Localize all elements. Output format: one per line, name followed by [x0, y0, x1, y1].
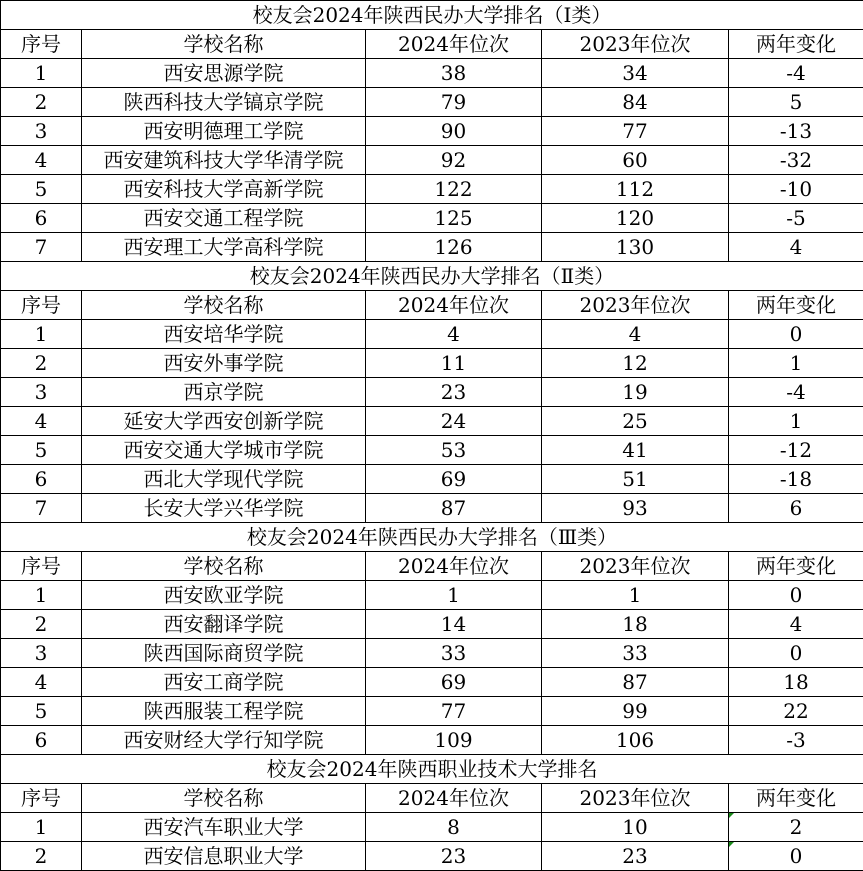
table-row	[1, 320, 863, 349]
section-title-row	[1, 755, 863, 784]
rank-2023-cell: 120	[542, 204, 729, 233]
school-name-cell: 陕西服装工程学院	[82, 697, 366, 726]
rank-cell: 3	[1, 639, 82, 668]
school-name-cell: 西北大学现代学院	[82, 465, 366, 494]
rank-2024-cell: 53	[366, 436, 542, 465]
rank-2023-cell: 41	[542, 436, 729, 465]
school-name-cell: 西安信息职业大学	[82, 842, 366, 871]
rank-cell: 7	[1, 494, 82, 523]
change-cell: 0	[729, 842, 863, 871]
school-name-cell: 延安大学西安创新学院	[82, 407, 366, 436]
section-title: 校友会2024年陕西民办大学排名（Ⅲ类）	[1, 523, 863, 552]
rank-2024-cell: 33	[366, 639, 542, 668]
rank-cell: 2	[1, 610, 82, 639]
rank-2023-cell: 112	[542, 175, 729, 204]
rank-2023-cell: 60	[542, 146, 729, 175]
column-header: 2023年位次	[542, 784, 729, 813]
change-cell: 6	[729, 494, 863, 523]
rank-cell: 7	[1, 233, 82, 262]
change-cell: -5	[729, 204, 863, 233]
rank-cell: 2	[1, 349, 82, 378]
rank-2024-cell: 77	[366, 697, 542, 726]
rank-2024-cell: 90	[366, 117, 542, 146]
column-header: 两年变化	[729, 784, 863, 813]
rank-2024-cell: 69	[366, 465, 542, 494]
table-row	[1, 175, 863, 204]
rank-2023-cell: 33	[542, 639, 729, 668]
change-cell: 1	[729, 407, 863, 436]
rank-2024-cell: 24	[366, 407, 542, 436]
rank-cell: 4	[1, 146, 82, 175]
table-row	[1, 204, 863, 233]
table-row	[1, 639, 863, 668]
rank-cell: 2	[1, 842, 82, 871]
change-cell: 22	[729, 697, 863, 726]
table-row	[1, 233, 863, 262]
rank-2024-cell: 109	[366, 726, 542, 755]
change-cell: 0	[729, 639, 863, 668]
school-name-cell: 西安思源学院	[82, 59, 366, 88]
column-header: 2023年位次	[542, 291, 729, 320]
rank-cell: 5	[1, 436, 82, 465]
table-row	[1, 813, 863, 842]
rank-2023-cell: 130	[542, 233, 729, 262]
school-name-cell: 西安交通工程学院	[82, 204, 366, 233]
change-cell: 0	[729, 581, 863, 610]
change-cell: 5	[729, 88, 863, 117]
rank-2024-cell: 122	[366, 175, 542, 204]
change-cell: -32	[729, 146, 863, 175]
rank-cell: 6	[1, 726, 82, 755]
rank-2024-cell: 14	[366, 610, 542, 639]
rank-2023-cell: 23	[542, 842, 729, 871]
school-name-cell: 西安财经大学行知学院	[82, 726, 366, 755]
rank-cell: 5	[1, 175, 82, 204]
table-row	[1, 407, 863, 436]
change-cell: 2	[729, 813, 863, 842]
change-cell: -4	[729, 378, 863, 407]
rank-cell: 4	[1, 407, 82, 436]
column-header: 序号	[1, 552, 82, 581]
school-name-cell: 西安翻译学院	[82, 610, 366, 639]
rank-2024-cell: 8	[366, 813, 542, 842]
column-header-row	[1, 552, 863, 581]
rank-2023-cell: 87	[542, 668, 729, 697]
table-row	[1, 668, 863, 697]
table-row	[1, 581, 863, 610]
school-name-cell: 西安理工大学高科学院	[82, 233, 366, 262]
table-row	[1, 465, 863, 494]
section-title-row	[1, 523, 863, 552]
school-name-cell: 西安科技大学高新学院	[82, 175, 366, 204]
school-name-cell: 西安工商学院	[82, 668, 366, 697]
column-header: 序号	[1, 291, 82, 320]
section-title: 校友会2024年陕西民办大学排名（Ⅰ类）	[1, 1, 863, 30]
rank-2024-cell: 23	[366, 842, 542, 871]
rank-2024-cell: 1	[366, 581, 542, 610]
rank-cell: 1	[1, 581, 82, 610]
column-header: 序号	[1, 784, 82, 813]
change-cell: -10	[729, 175, 863, 204]
rank-cell: 6	[1, 204, 82, 233]
change-cell: 18	[729, 668, 863, 697]
school-name-cell: 西安培华学院	[82, 320, 366, 349]
table-row	[1, 436, 863, 465]
school-name-cell: 陕西科技大学镐京学院	[82, 88, 366, 117]
column-header-row	[1, 291, 863, 320]
rank-2023-cell: 51	[542, 465, 729, 494]
change-cell: 4	[729, 610, 863, 639]
table-row	[1, 59, 863, 88]
rank-2024-cell: 126	[366, 233, 542, 262]
rank-2023-cell: 19	[542, 378, 729, 407]
table-row	[1, 117, 863, 146]
rank-2023-cell: 1	[542, 581, 729, 610]
table-row	[1, 494, 863, 523]
rank-cell: 3	[1, 378, 82, 407]
table-row	[1, 146, 863, 175]
change-cell: -18	[729, 465, 863, 494]
column-header: 两年变化	[729, 30, 863, 59]
rank-cell: 3	[1, 117, 82, 146]
column-header: 学校名称	[82, 30, 366, 59]
rank-2024-cell: 4	[366, 320, 542, 349]
rank-2023-cell: 12	[542, 349, 729, 378]
rank-2024-cell: 38	[366, 59, 542, 88]
table-row	[1, 842, 863, 871]
rank-cell: 6	[1, 465, 82, 494]
column-header-row	[1, 30, 863, 59]
rank-2023-cell: 4	[542, 320, 729, 349]
column-header: 2023年位次	[542, 552, 729, 581]
rank-2024-cell: 92	[366, 146, 542, 175]
section-title-row	[1, 1, 863, 30]
column-header-row	[1, 784, 863, 813]
school-name-cell: 西安交通大学城市学院	[82, 436, 366, 465]
rank-2024-cell: 79	[366, 88, 542, 117]
change-cell: 0	[729, 320, 863, 349]
rank-2023-cell: 106	[542, 726, 729, 755]
column-header: 序号	[1, 30, 82, 59]
rank-2023-cell: 18	[542, 610, 729, 639]
rank-2023-cell: 77	[542, 117, 729, 146]
school-name-cell: 陕西国际商贸学院	[82, 639, 366, 668]
section-title: 校友会2024年陕西职业技术大学排名	[1, 755, 863, 784]
table-row	[1, 88, 863, 117]
column-header: 学校名称	[82, 784, 366, 813]
table-row	[1, 726, 863, 755]
column-header: 2023年位次	[542, 30, 729, 59]
school-name-cell: 西安明德理工学院	[82, 117, 366, 146]
rank-cell: 1	[1, 59, 82, 88]
column-header: 2024年位次	[366, 784, 542, 813]
change-cell: 1	[729, 349, 863, 378]
rank-2024-cell: 125	[366, 204, 542, 233]
change-cell: -4	[729, 59, 863, 88]
column-header: 学校名称	[82, 552, 366, 581]
rank-2023-cell: 99	[542, 697, 729, 726]
column-header: 学校名称	[82, 291, 366, 320]
school-name-cell: 西安建筑科技大学华清学院	[82, 146, 366, 175]
rank-2023-cell: 93	[542, 494, 729, 523]
section-title-row	[1, 262, 863, 291]
change-cell: -3	[729, 726, 863, 755]
rank-cell: 1	[1, 320, 82, 349]
school-name-cell: 西安欧亚学院	[82, 581, 366, 610]
school-name-cell: 长安大学兴华学院	[82, 494, 366, 523]
change-cell: -13	[729, 117, 863, 146]
school-name-cell: 西安外事学院	[82, 349, 366, 378]
rank-2023-cell: 10	[542, 813, 729, 842]
column-header: 2024年位次	[366, 291, 542, 320]
rank-2024-cell: 69	[366, 668, 542, 697]
rank-2023-cell: 84	[542, 88, 729, 117]
rank-cell: 1	[1, 813, 82, 842]
rank-2024-cell: 11	[366, 349, 542, 378]
table-row	[1, 378, 863, 407]
column-header: 两年变化	[729, 552, 863, 581]
table-row	[1, 610, 863, 639]
rank-cell: 2	[1, 88, 82, 117]
school-name-cell: 西安汽车职业大学	[82, 813, 366, 842]
column-header: 两年变化	[729, 291, 863, 320]
section-title: 校友会2024年陕西民办大学排名（Ⅱ类）	[1, 262, 863, 291]
change-cell: 4	[729, 233, 863, 262]
rank-2023-cell: 25	[542, 407, 729, 436]
table-row	[1, 349, 863, 378]
table-row	[1, 697, 863, 726]
rank-cell: 4	[1, 668, 82, 697]
column-header: 2024年位次	[366, 552, 542, 581]
school-name-cell: 西京学院	[82, 378, 366, 407]
rank-cell: 5	[1, 697, 82, 726]
rank-2024-cell: 23	[366, 378, 542, 407]
rank-2023-cell: 34	[542, 59, 729, 88]
change-cell: -12	[729, 436, 863, 465]
rank-2024-cell: 87	[366, 494, 542, 523]
column-header: 2024年位次	[366, 30, 542, 59]
